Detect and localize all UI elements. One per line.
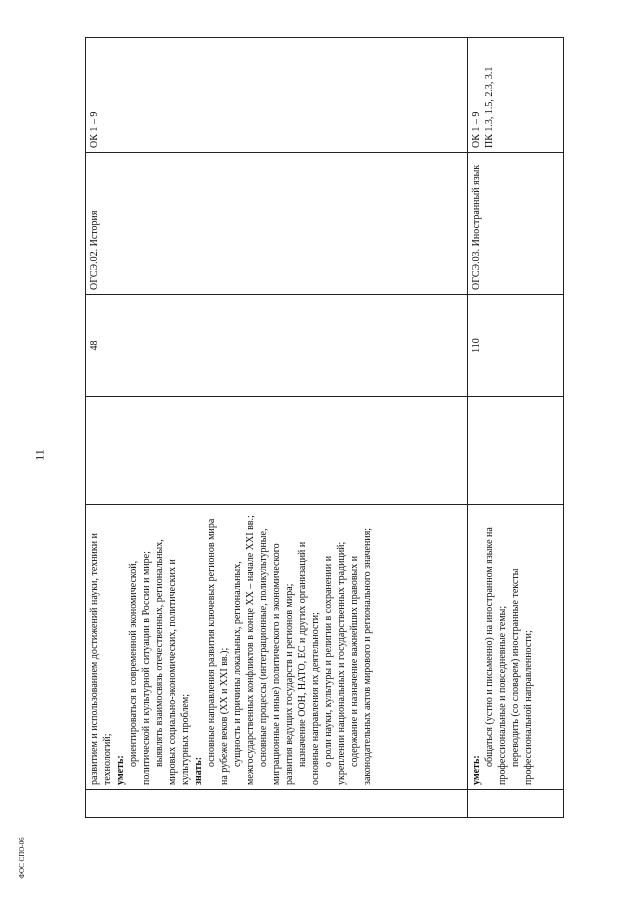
blank-cell: [86, 397, 468, 505]
competency-table: [85, 37, 564, 818]
discipline-cell: ОГСЭ.02. История: [86, 153, 468, 295]
competencies-cell: ОК 1 – 9: [86, 38, 468, 153]
blank-cell: [468, 397, 564, 505]
skill-item: выявлять взаимосвязь отечественных, региональных, мировых социально-экономических, политических и культурных проблем;: [154, 539, 191, 785]
page-number: 11: [32, 449, 47, 461]
footer-code: ФОС СПО-06: [18, 837, 26, 879]
umet-label: уметь:: [471, 755, 482, 785]
hours-cell: 110: [468, 295, 564, 397]
table-row: [468, 38, 564, 818]
skill-item: общаться (устно и письменно) на иностранном языке на профессиональные и повседневные темы;: [484, 527, 508, 785]
knowledge-item: содержание и назначение важнейших правовых и законодательных актов мирового и регионального значения;: [349, 527, 373, 785]
rotated-page: [85, 38, 563, 818]
knowledge-item: сущность и причины локальных, региональных, межгосударственных конфликтов в конце XX – начале XXI вв.;: [232, 515, 256, 785]
knowledge-item: основные процессы (интеграционные, поликультурные, миграционные и иные) политического и экономического развития ведущих государств и регионов мира;: [258, 528, 295, 785]
skills-cell: [86, 505, 468, 790]
blank-cell: [86, 790, 468, 818]
skill-item: ориентироваться в современной экономической, политической и культурной ситуации в России и мире;: [128, 551, 152, 785]
knowledge-item: основные направления развития ключевых регионов мира на рубеже веков (XX и XXI вв.);: [206, 518, 230, 785]
znat-label: знать:: [193, 756, 204, 785]
blank-cell: [468, 790, 564, 818]
discipline-cell: ОГСЭ.03. Иностранный язык: [468, 153, 564, 295]
hours-cell: 48: [86, 295, 468, 397]
competencies-cell: ОК 1 – 9 ПК 1.3, 1.5, 2.3, 3.1: [468, 38, 564, 153]
skills-cell: [468, 505, 564, 790]
skill-item: переводить (со словарем) иностранные тексты профессиональной направленности;: [510, 568, 534, 785]
umet-label: уметь:: [115, 755, 126, 785]
knowledge-item: о роли науки, культуры и религии в сохранении и укреплении национальных и государственных традиций;: [323, 541, 347, 785]
skills-intro: развитием и использованием достижений науки, техники и технологий;: [89, 533, 113, 785]
table-row: [86, 38, 468, 818]
knowledge-item: назначение ООН, НАТО, ЕС и других организаций и основные направления их деятельности;: [297, 541, 321, 785]
